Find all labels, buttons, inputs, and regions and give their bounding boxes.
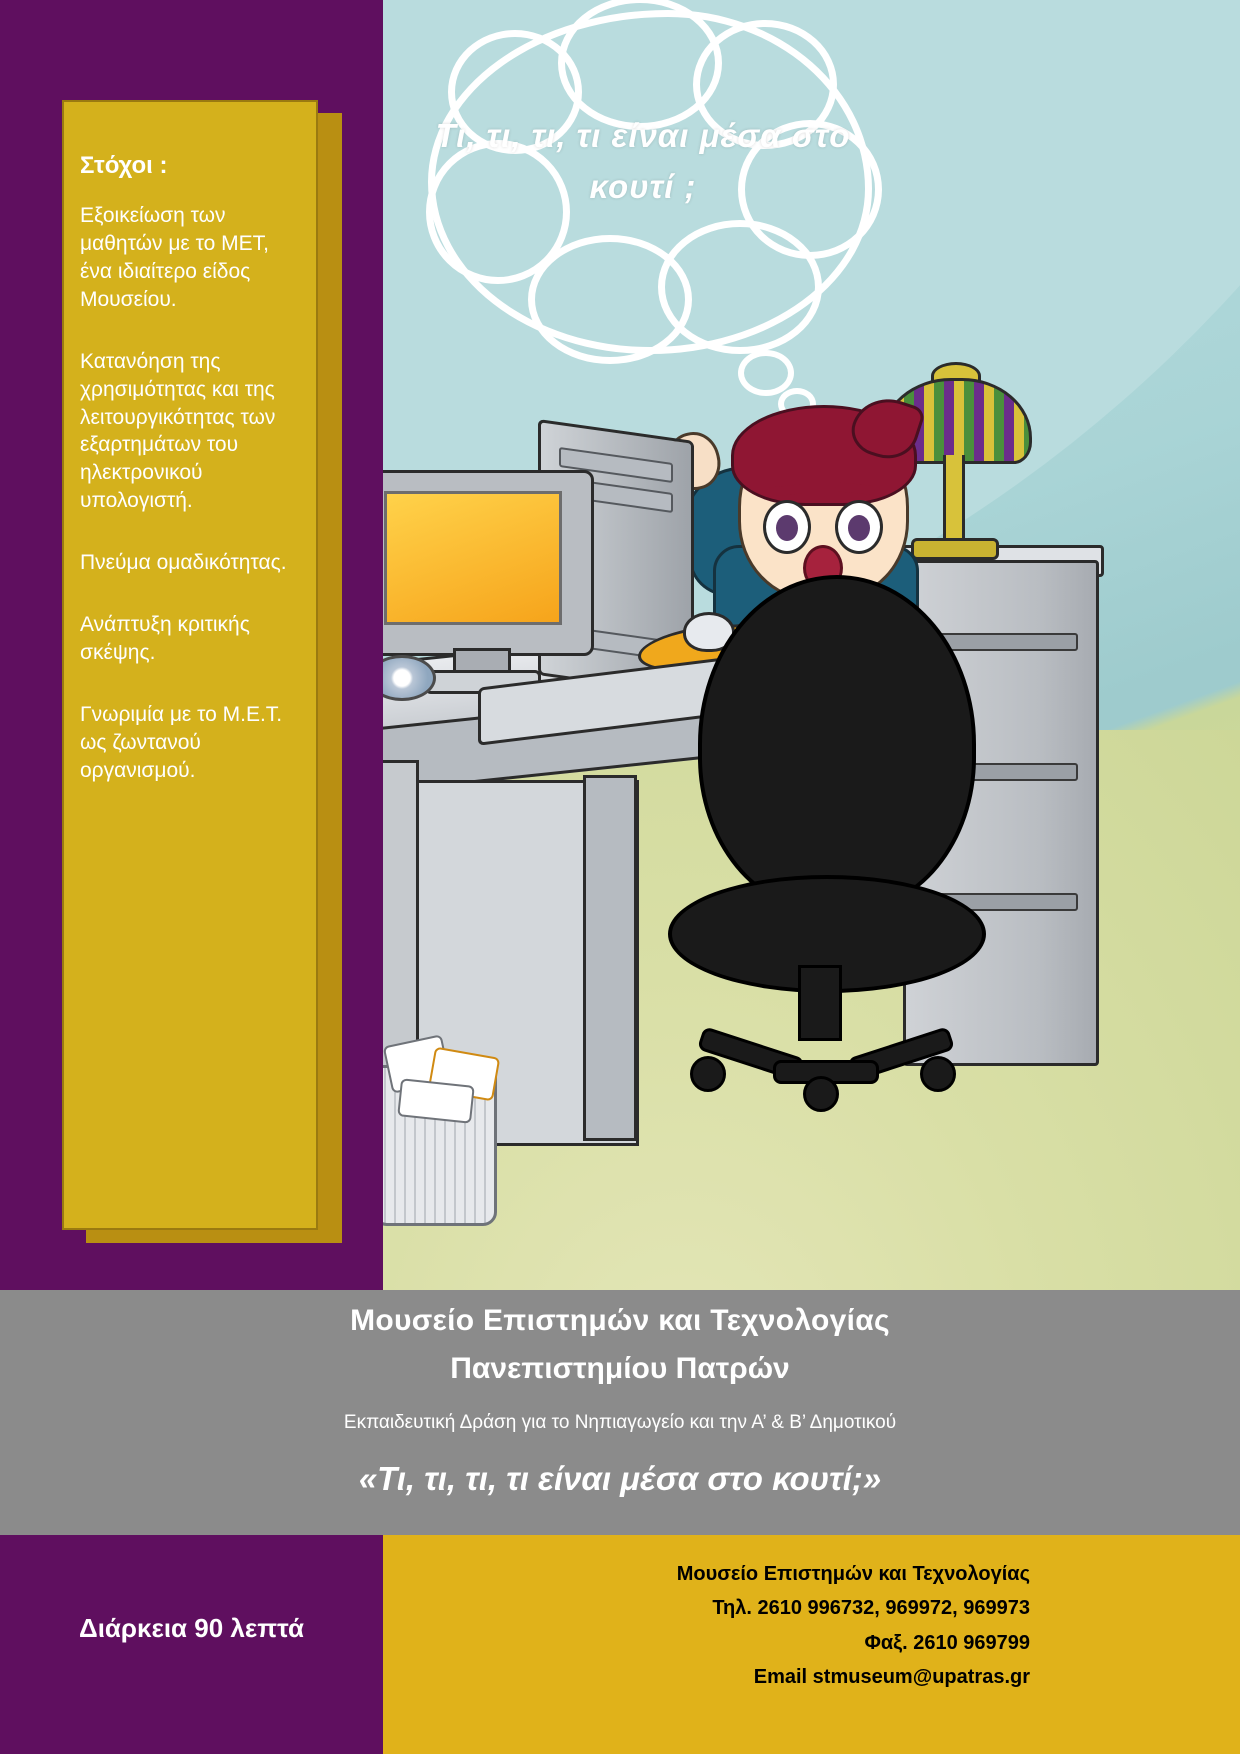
chair-wheel — [690, 1056, 726, 1092]
computer-monitor — [383, 470, 594, 656]
monitor-screen — [384, 491, 562, 625]
boy-pupil — [848, 515, 870, 541]
objective-item: Εξοικείωση των μαθητών με το ΜΕΤ, ένα ιδιαίτερο είδος Μουσείου. — [80, 204, 269, 311]
contact-block — [470, 1557, 1030, 1695]
duration-text: Διάρκεια 90 λεπτά — [79, 1613, 304, 1643]
lamp-base — [911, 538, 999, 560]
contact-line-name: Μουσείο Επιστημών και Τεχνολογίας — [676, 1563, 1030, 1585]
objectives-box — [62, 100, 318, 1230]
bubble-tail-large — [738, 350, 794, 396]
museum-name-line2: Πανεπιστημίου Πατρών — [450, 1352, 790, 1385]
office-chair-back — [698, 575, 976, 913]
contact-line-fax: Φαξ. 2610 969799 — [864, 1631, 1030, 1654]
crumpled-paper — [397, 1078, 475, 1124]
footer-contact-panel — [383, 1535, 1240, 1754]
boy-eye — [835, 500, 883, 554]
objective-item: Γνωριμία με το Μ.Ε.Τ. ως ζωντανού οργανισμού. — [80, 702, 283, 782]
program-title: «Τι, τι, τι, τι είναι μέσα στο κουτί;» — [358, 1460, 882, 1497]
desk-leg — [583, 775, 637, 1141]
contact-line-email[interactable]: Email stmuseum@upatras.gr — [753, 1666, 1030, 1689]
footer-duration-panel — [0, 1535, 383, 1754]
bubble-text: Τι, τι, τι, τι είναι μέσα στο κουτί ; — [435, 117, 851, 206]
objective-item: Κατανόηση της χρησιμότητας και της λειτουργικότητας των εξαρτημάτων του ηλεκτρονικού υπολογιστή. — [80, 349, 276, 513]
museum-name-line1: Μουσείο Επιστημών και Τεχνολογίας — [350, 1304, 890, 1337]
boy-pupil — [776, 515, 798, 541]
office-chair-base — [698, 1020, 948, 1090]
contact-line-phone: Τηλ. 2610 996732, 969972, 969973 — [712, 1597, 1030, 1620]
lamp-stem — [943, 455, 965, 545]
office-scene — [383, 0, 1240, 1290]
thought-bubble — [408, 0, 888, 380]
boy-eye — [763, 500, 811, 554]
objective-item: Πνεύμα ομαδικότητας. — [80, 551, 287, 575]
program-subtitle: Εκπαιδευτική Δράση για το Νηπιαγωγείο και την Α’ & Β’ Δημοτικού — [343, 1412, 897, 1433]
objectives-title: Στόχοι : — [80, 152, 168, 179]
chair-wheel — [803, 1076, 839, 1112]
objective-item: Ανάπτυξη κριτικής σκέψης. — [80, 613, 250, 665]
chair-wheel — [920, 1056, 956, 1092]
footer — [0, 1535, 1240, 1754]
title-banner — [0, 1290, 1240, 1535]
